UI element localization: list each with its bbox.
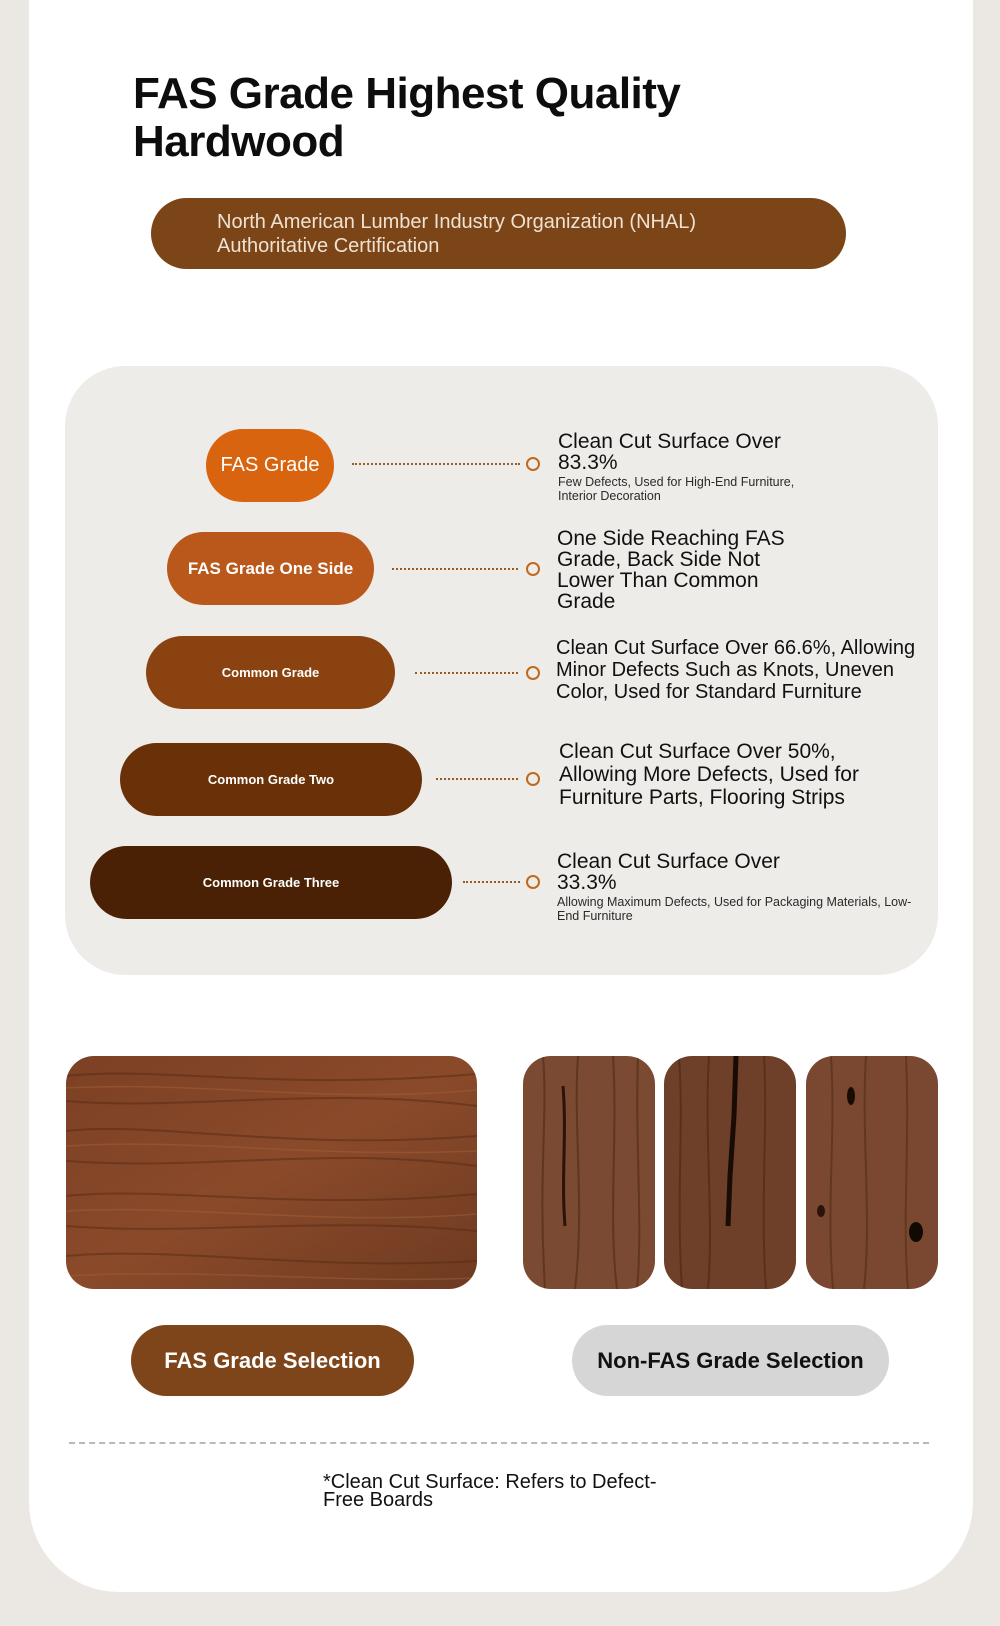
non-fas-wood-sample-image-1 [523,1056,655,1289]
grade-description-main: Clean Cut Surface Over 33.3% [557,850,780,894]
divider [69,1442,929,1444]
connector-node-icon [526,457,540,471]
connector-line [352,463,520,465]
connector-node-icon [526,875,540,889]
grade-description [558,431,828,503]
connector-line [392,568,518,570]
grade-description-main: One Side Reaching FAS Grade, Back Side Not Lower Than Common Grade [557,527,785,613]
grade-description-main: Clean Cut Surface Over 83.3% [558,430,781,474]
grade-pill-label: Common Grade Three [202,875,340,890]
grade-description [556,637,936,703]
footnote: *Clean Cut Surface: Refers to Defect-Free Boards [323,1471,657,1511]
grade-description [559,740,899,809]
grade-pill-label: Common Grade [221,665,320,680]
grade-description [557,851,917,923]
grade-pill-fas-one-side [167,532,374,605]
connector-node-icon [526,666,540,680]
grade-description-main: Clean Cut Surface Over 50%, Allowing More Defects, Used for Furniture Parts, Flooring Strips [559,740,859,809]
grade-description-sub: Allowing Maximum Defects, Used for Packaging Materials, Low-End Furniture [557,895,912,923]
grade-pill-fas [206,429,334,502]
grade-description-sub: Few Defects, Used for High-End Furniture, Interior Decoration [558,475,795,503]
grade-pill-common-two [120,743,422,816]
grade-pill-label: FAS Grade One Side [187,558,354,578]
grade-pill-common [146,636,395,709]
non-fas-wood-sample-image-2 [664,1056,796,1289]
non-fas-wood-sample-image-3 [806,1056,938,1289]
grade-description-main: Clean Cut Surface Over 66.6%, Allowing Minor Defects Such as Knots, Uneven Color, Used for Standard Furniture [556,637,916,703]
fas-grade-selection-button[interactable]: FAS Grade Selection [131,1325,414,1396]
page-title: FAS Grade Highest Quality Hardwood [133,69,681,166]
grade-pill-common-three [90,846,452,919]
grade-pill-label: Common Grade Two [207,772,335,787]
grade-pill-label: FAS Grade [220,454,320,476]
grade-description [557,528,802,612]
connector-line [436,778,518,780]
connector-line [463,881,520,883]
connector-node-icon [526,772,540,786]
fas-wood-sample-image [66,1056,477,1289]
non-fas-grade-selection-button[interactable]: Non-FAS Grade Selection [572,1325,889,1396]
certification-text: North American Lumber Industry Organization (NHAL) Authoritative Certification [217,211,697,257]
connector-node-icon [526,562,540,576]
connector-line [415,672,518,674]
